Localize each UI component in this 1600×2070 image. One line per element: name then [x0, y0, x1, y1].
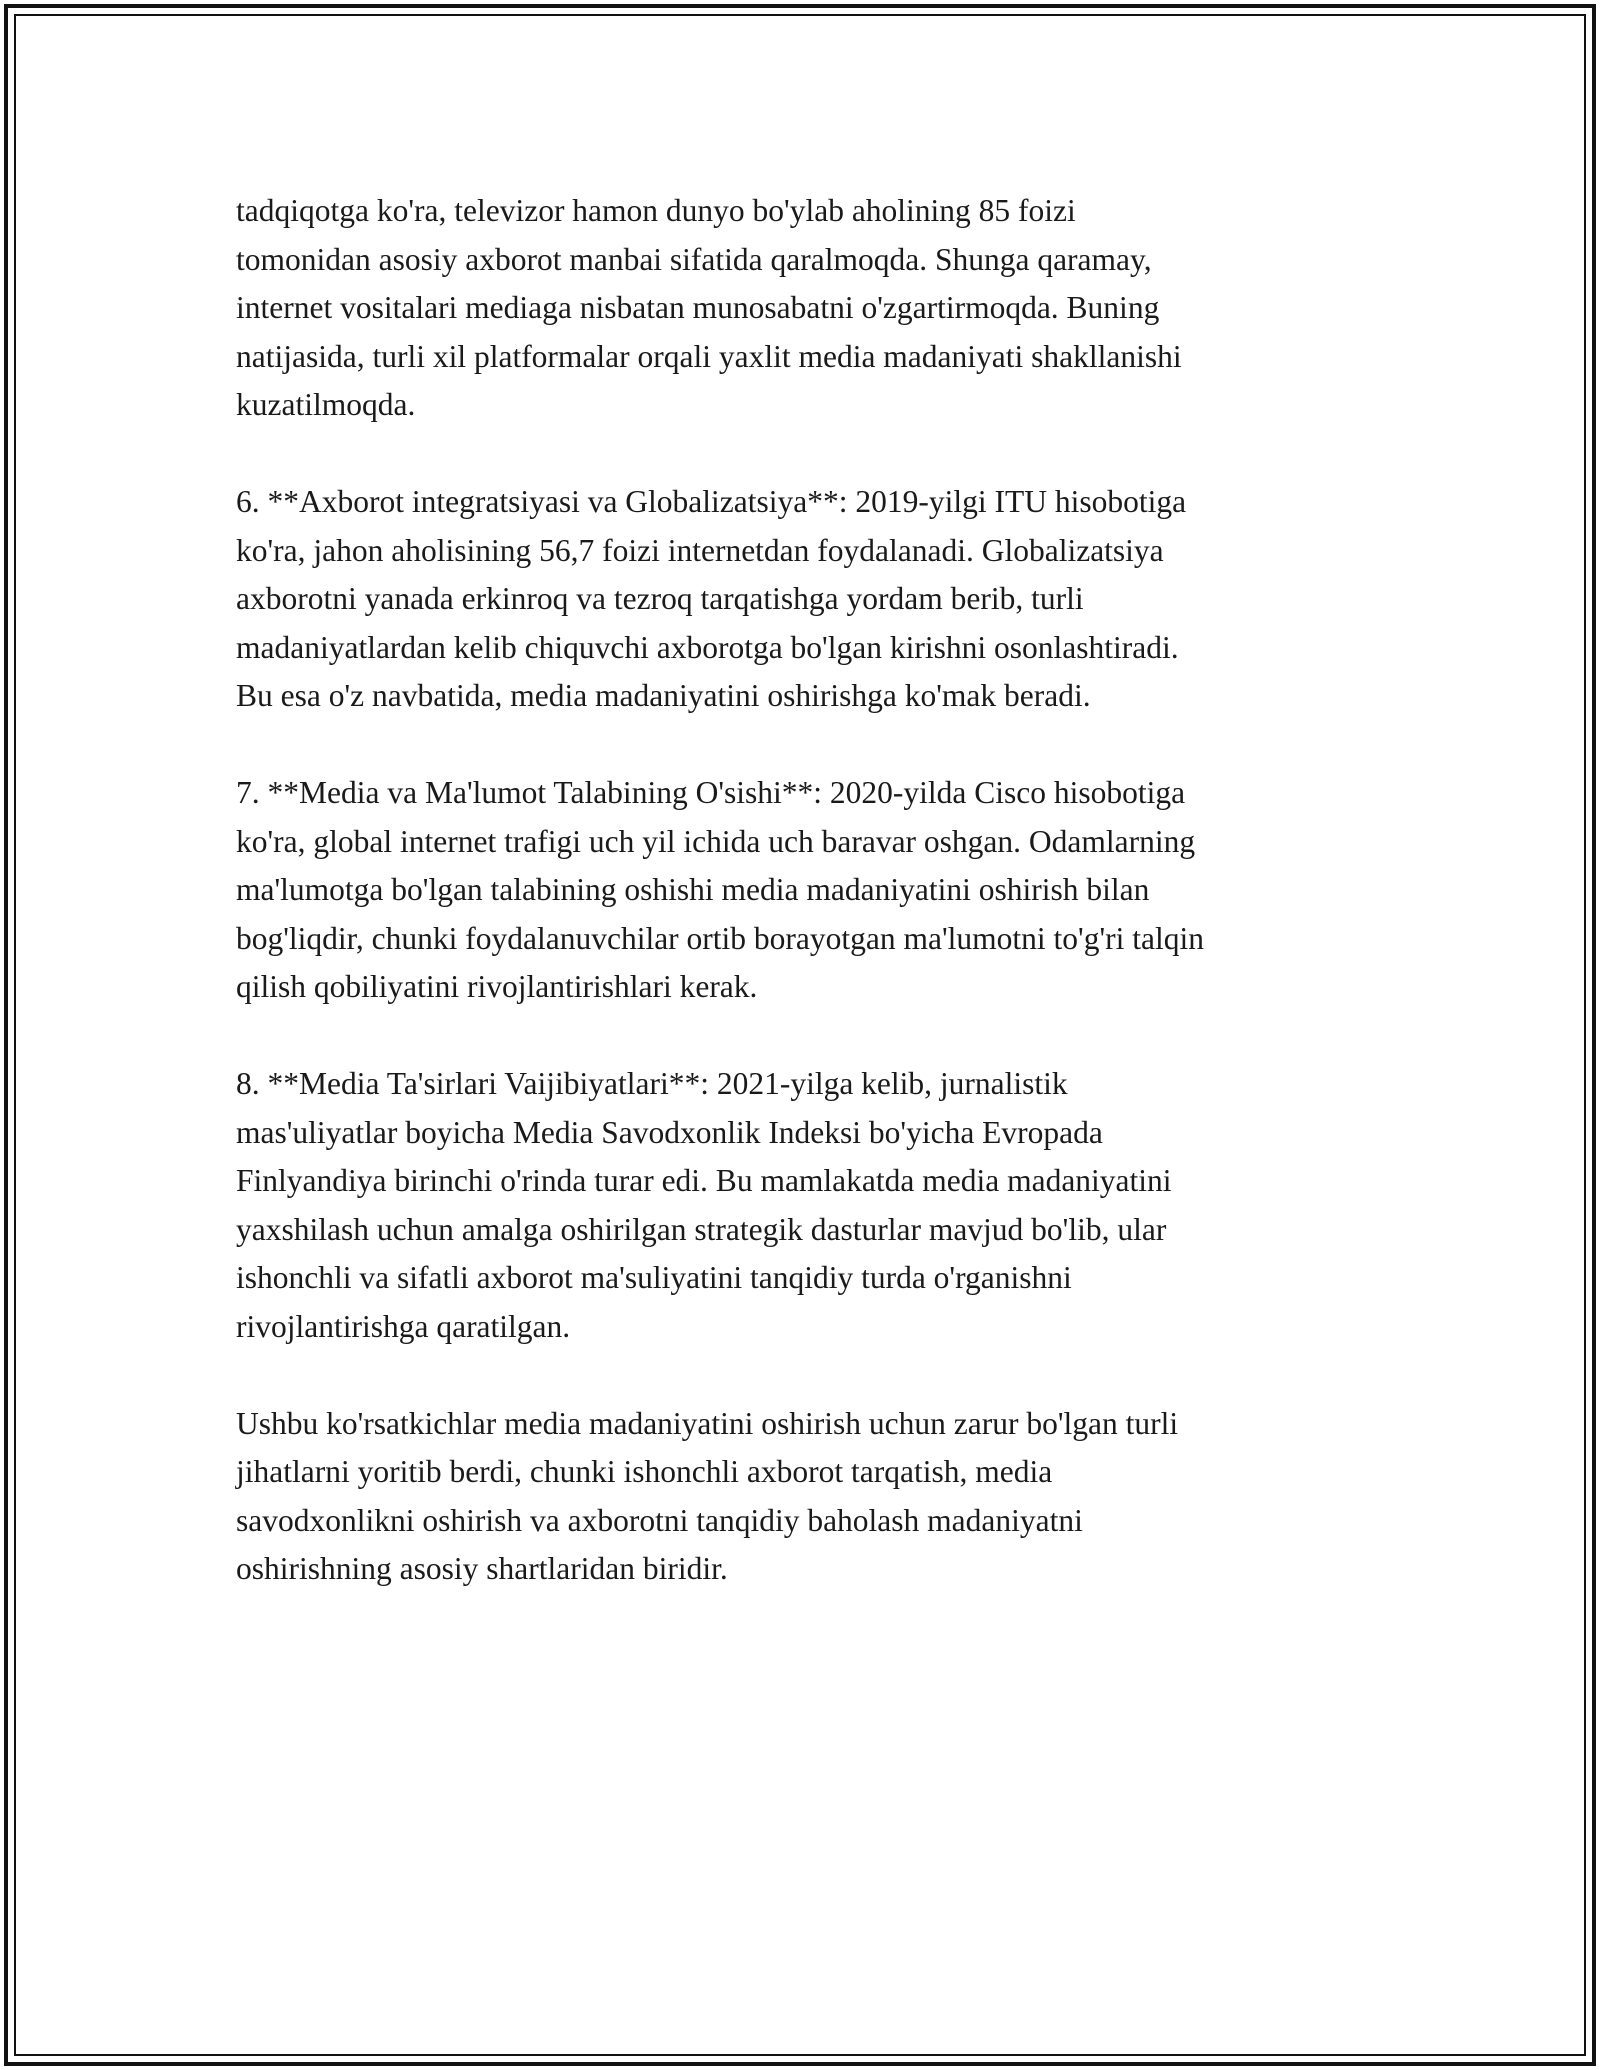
text-line: 6. **Axborot integratsiyasi va Globalizatsiya**: 2019-yilgi ITU hisobotiga — [236, 484, 1187, 519]
paragraph-conclusion — [236, 1400, 1416, 1594]
paragraph-item-8 — [236, 1060, 1416, 1351]
text-line: Bu esa o'z navbatida, media madaniyatini oshirishga ko'mak beradi. — [236, 678, 1091, 713]
text-line: tadqiqotga ko'ra, televizor hamon dunyo bo'ylab aholining 85 foizi — [236, 193, 1076, 228]
text-line: yaxshilash uchun amalga oshirilgan strategik dasturlar mavjud bo'lib, ular — [236, 1211, 1167, 1247]
paragraph-item-7 — [236, 769, 1416, 1012]
text-line: oshirishning asosiy shartlaridan biridir. — [236, 1551, 728, 1586]
text-line: ma'lumotga bo'lgan talabining oshishi media madaniyatini oshirish bilan — [236, 872, 1150, 907]
document-body — [236, 187, 1416, 1642]
text-line: jihatlarni yoritib berdi, chunki ishonchli axborot tarqatish, media — [236, 1454, 1053, 1489]
text-line: axborotni yanada erkinroq va tezroq tarqatishga yordam berib, turli — [236, 581, 1084, 616]
paragraph-intro-continuation — [236, 187, 1416, 430]
text-line: tomonidan asosiy axborot manbai sifatida qaralmoqda. Shunga qaramay, — [236, 241, 1152, 277]
text-line: madaniyatlardan kelib chiquvchi axborotga bo'lgan kirishni osonlashtiradi. — [236, 629, 1179, 665]
text-line: savodxonlikni oshirish va axborotni tanqidiy baholash madaniyatni — [236, 1502, 1083, 1538]
text-line: Ushbu ko'rsatkichlar media madaniyatini oshirish uchun zarur bo'lgan turli — [236, 1405, 1179, 1441]
text-line: ishonchli va sifatli axborot ma'suliyatini tanqidiy turda o'rganishni — [236, 1260, 1072, 1295]
text-line: ko'ra, jahon aholisining 56,7 foizi internetdan foydalanadi. Globalizatsiya — [236, 532, 1164, 568]
text-line: rivojlantirishga qaratilgan. — [236, 1308, 571, 1344]
text-line: 7. **Media va Ma'lumot Talabining O'sishi**: 2020-yilda Cisco hisobotiga — [236, 775, 1186, 810]
text-line: mas'uliyatlar boyicha Media Savodxonlik Indeksi bo'yicha Evropada — [236, 1114, 1103, 1150]
text-line: ko'ra, global internet trafigi uch yil ichida uch baravar oshgan. Odamlarning — [236, 823, 1196, 859]
paragraph-item-6 — [236, 478, 1416, 721]
text-line: Finlyandiya birinchi o'rinda turar edi. Bu mamlakatda media madaniyatini — [236, 1163, 1172, 1198]
text-line: 8. **Media Ta'sirlari Vaijibiyatlari**: 2021-yilga kelib, jurnalistik — [236, 1066, 1068, 1101]
text-line: kuzatilmoqda. — [236, 387, 416, 422]
text-line: internet vositalari mediaga nisbatan munosabatni o'zgartirmoqda. Buning — [236, 290, 1160, 325]
text-line: bog'liqdir, chunki foydalanuvchilar ortib borayotgan ma'lumotni to'g'ri talqin — [236, 920, 1204, 956]
text-line: natijasida, turli xil platformalar orqali yaxlit media madaniyati shakllanishi — [236, 338, 1182, 374]
text-line: qilish qobiliyatini rivojlantirishlari kerak. — [236, 969, 758, 1004]
